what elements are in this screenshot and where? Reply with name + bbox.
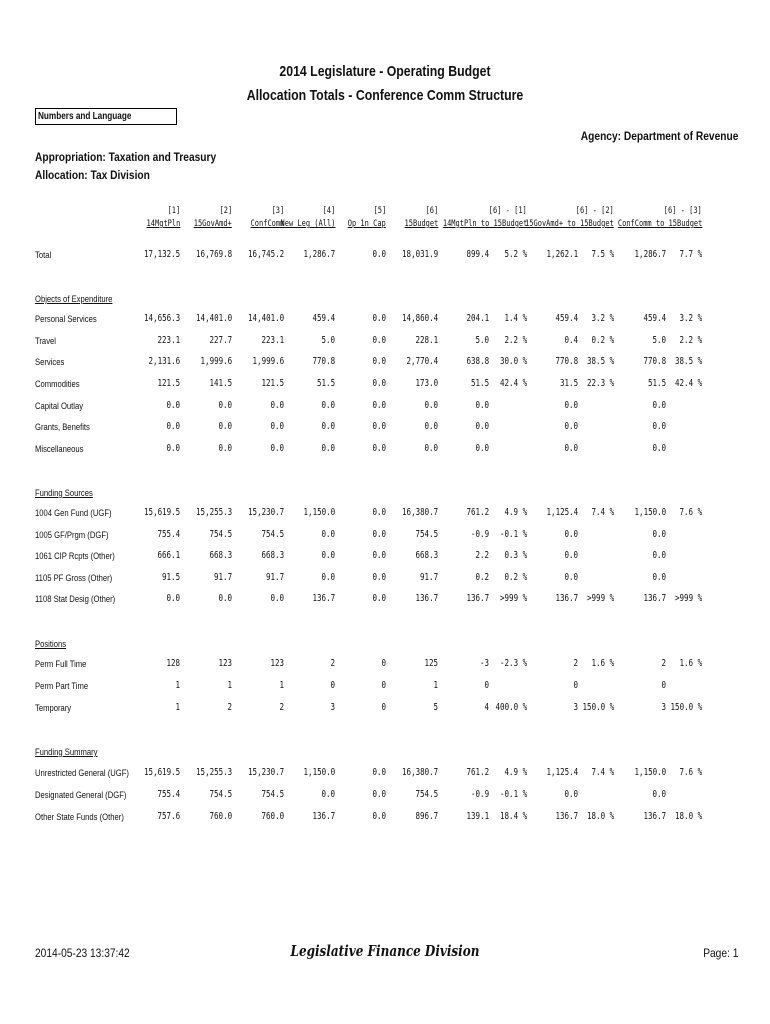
table-cell: 0.0 — [372, 421, 386, 432]
table-cell: 0 — [381, 680, 386, 691]
table-cell: 228.1 — [415, 335, 438, 346]
table-cell: 5.2 % — [504, 249, 527, 260]
table-cell: 0.0 — [475, 400, 489, 411]
table-cell: -0.9 — [470, 529, 489, 540]
table-cell: -3 — [479, 658, 489, 669]
table-cell: 1.6 % — [679, 658, 702, 669]
table-cell: 15,230.7 — [247, 507, 284, 518]
column-header-name: New Leg (All) — [280, 219, 335, 229]
table-cell: 3 — [573, 702, 578, 713]
table-cell: 4 — [484, 702, 489, 713]
table-cell: 0.0 — [652, 529, 666, 540]
table-cell: 0.0 — [652, 789, 666, 800]
table-cell: 1,150.0 — [634, 507, 666, 518]
column-header-number: [5] — [373, 206, 386, 216]
table-cell: 17,132.5 — [143, 249, 180, 260]
table-cell: 0.0 — [475, 421, 489, 432]
table-cell: 0.0 — [218, 443, 232, 454]
row-label: Unrestricted General (UGF) — [35, 768, 129, 778]
column-header-number: [3] — [271, 206, 284, 216]
column-header-name: 14MgtPln — [146, 219, 180, 229]
table-cell: 0.0 — [652, 572, 666, 583]
table-cell: 1,125.4 — [546, 767, 578, 778]
table-cell: 22.3 % — [586, 378, 614, 389]
table-cell: >999 % — [499, 593, 527, 604]
table-cell: 136.7 — [312, 811, 335, 822]
footer-division: Legislative Finance Division — [290, 942, 480, 960]
table-cell: 0.0 — [321, 400, 335, 411]
table-cell: 91.7 — [265, 572, 284, 583]
table-cell: 0.0 — [652, 421, 666, 432]
table-cell: 638.8 — [466, 356, 489, 367]
table-cell: 136.7 — [555, 811, 578, 822]
table-cell: 2 — [330, 658, 335, 669]
table-cell: 7.5 % — [591, 249, 614, 260]
row-label: Total — [35, 250, 52, 260]
table-cell: 7.4 % — [591, 507, 614, 518]
column-header-name: 14MgtPln to 15Budget — [442, 219, 527, 229]
row-label: 1004 Gen Fund (UGF) — [35, 508, 112, 518]
table-cell: 136.7 — [415, 593, 438, 604]
table-cell: 0.0 — [321, 421, 335, 432]
table-cell: 0.2 % — [591, 335, 614, 346]
table-cell: 18.4 % — [499, 811, 527, 822]
table-cell: 0.4 — [564, 335, 578, 346]
agency-label: Agency: Department of Revenue — [580, 129, 738, 143]
row-label: Perm Full Time — [35, 659, 87, 669]
table-cell: 123 — [218, 658, 232, 669]
table-cell: 7.6 % — [679, 767, 702, 778]
table-cell: >999 % — [674, 593, 702, 604]
report-subtitle: Allocation Totals - Conference Comm Structure — [246, 87, 524, 104]
table-cell: 754.5 — [261, 789, 284, 800]
table-cell: 459.4 — [312, 313, 335, 324]
table-cell: 0.0 — [166, 421, 180, 432]
table-cell: 223.1 — [157, 335, 180, 346]
table-cell: 896.7 — [415, 811, 438, 822]
table-cell: 0.0 — [218, 421, 232, 432]
table-cell: 0.0 — [564, 443, 578, 454]
table-cell: 42.4 % — [674, 378, 702, 389]
table-cell: 16,745.2 — [247, 249, 284, 260]
table-cell: 899.4 — [466, 249, 489, 260]
column-header-number: [6] - [2] — [575, 206, 614, 216]
table-cell: 0.0 — [166, 400, 180, 411]
footer-timestamp: 2014-05-23 13:37:42 — [35, 946, 130, 960]
table-cell: 0.0 — [372, 443, 386, 454]
row-label: Capital Outlay — [35, 401, 84, 411]
appropriation-label: Appropriation: Taxation and Treasury — [35, 150, 217, 164]
table-cell: 14,401.0 — [195, 313, 232, 324]
table-cell: 14,656.3 — [143, 313, 180, 324]
table-cell: 0.0 — [372, 789, 386, 800]
table-cell: 0.0 — [166, 443, 180, 454]
table-cell: 4.9 % — [504, 767, 527, 778]
column-header-name: 15Budget — [404, 219, 438, 229]
table-cell: 16,380.7 — [401, 767, 438, 778]
table-cell: 0.0 — [372, 593, 386, 604]
table-cell: 2 — [661, 658, 666, 669]
table-cell: 15,255.3 — [195, 507, 232, 518]
row-label: 1061 CIP Rcpts (Other) — [35, 551, 115, 561]
table-cell: 761.2 — [466, 507, 489, 518]
table-cell: 38.5 % — [674, 356, 702, 367]
table-cell: 7.7 % — [679, 249, 702, 260]
table-cell: 51.5 — [647, 378, 666, 389]
table-cell: 3.2 % — [679, 313, 702, 324]
table-cell: 1 — [279, 680, 284, 691]
table-cell: 0.0 — [218, 400, 232, 411]
table-cell: 0 — [381, 702, 386, 713]
table-cell: 128 — [166, 658, 180, 669]
table-cell: 0.0 — [372, 811, 386, 822]
table-cell: 1 — [433, 680, 438, 691]
row-label: Commodities — [35, 379, 80, 389]
table-cell: 2 — [279, 702, 284, 713]
table-cell: 2 — [227, 702, 232, 713]
table-cell: 1 — [175, 702, 180, 713]
table-cell: 5.0 — [652, 335, 666, 346]
table-cell: 2,131.6 — [148, 356, 180, 367]
table-cell: 1.6 % — [591, 658, 614, 669]
table-cell: 0.0 — [424, 443, 438, 454]
row-label: Personal Services — [35, 314, 97, 324]
column-header-number: [6] - [1] — [488, 206, 527, 216]
column-header-name: Op 1n Cap — [347, 219, 386, 229]
table-cell: 15,619.5 — [143, 507, 180, 518]
section-heading: Positions — [35, 639, 67, 649]
table-cell: 5.0 — [475, 335, 489, 346]
table-cell: 15,230.7 — [247, 767, 284, 778]
table-cell: 91.7 — [419, 572, 438, 583]
row-label: Grants, Benefits — [35, 422, 90, 432]
table-cell: 136.7 — [312, 593, 335, 604]
table-cell: 0.2 — [475, 572, 489, 583]
column-header-name: ConfComm — [250, 219, 284, 229]
table-cell: 0.0 — [321, 529, 335, 540]
table-cell: 0.0 — [372, 767, 386, 778]
table-cell: 770.8 — [555, 356, 578, 367]
table-cell: 0.0 — [321, 789, 335, 800]
table-cell: 0.0 — [372, 356, 386, 367]
table-cell: 668.3 — [415, 550, 438, 561]
section-heading: Funding Summary — [35, 747, 98, 757]
table-cell: 0.0 — [564, 421, 578, 432]
table-cell: 459.4 — [643, 313, 666, 324]
table-cell: 3 — [661, 702, 666, 713]
table-cell: 2.2 % — [679, 335, 702, 346]
table-cell: -0.1 % — [499, 529, 527, 540]
table-cell: 0.0 — [475, 443, 489, 454]
table-cell: 757.6 — [157, 811, 180, 822]
table-cell: 754.5 — [209, 529, 232, 540]
table-cell: 14,401.0 — [247, 313, 284, 324]
row-label: 1005 GF/Prgm (DGF) — [35, 530, 109, 540]
table-cell: 136.7 — [555, 593, 578, 604]
column-header-number: [2] — [219, 206, 232, 216]
table-cell: 0.0 — [424, 400, 438, 411]
table-cell: >999 % — [586, 593, 614, 604]
table-cell: 141.5 — [209, 378, 232, 389]
table-cell: 0.0 — [372, 313, 386, 324]
table-cell: 0 — [381, 658, 386, 669]
table-cell: 754.5 — [209, 789, 232, 800]
table-cell: 18.0 % — [674, 811, 702, 822]
table-cell: 0.0 — [372, 529, 386, 540]
table-cell: 3 — [330, 702, 335, 713]
table-cell: 51.5 — [316, 378, 335, 389]
table-cell: 0.0 — [652, 443, 666, 454]
table-cell: 0.0 — [372, 249, 386, 260]
table-cell: 0.0 — [218, 593, 232, 604]
table-cell: 770.8 — [312, 356, 335, 367]
table-cell: 1,286.7 — [303, 249, 335, 260]
row-label: Temporary — [35, 703, 72, 713]
table-cell: 42.4 % — [499, 378, 527, 389]
column-header-name: 15GovAmd+ to 15Budget — [525, 219, 614, 229]
table-cell: 760.0 — [209, 811, 232, 822]
table-cell: 1 — [175, 680, 180, 691]
table-cell: 0.0 — [270, 443, 284, 454]
allocation-label: Allocation: Tax Division — [35, 168, 150, 182]
table-cell: 0.0 — [372, 572, 386, 583]
report-title: 2014 Legislature - Operating Budget — [279, 63, 491, 80]
table-cell: 121.5 — [261, 378, 284, 389]
table-cell: 0.0 — [424, 421, 438, 432]
table-cell: 761.2 — [466, 767, 489, 778]
table-cell: 666.1 — [157, 550, 180, 561]
row-label: Other State Funds (Other) — [35, 812, 124, 822]
table-cell: -2.3 % — [499, 658, 527, 669]
table-cell: 123 — [270, 658, 284, 669]
table-cell: 0 — [573, 680, 578, 691]
table-cell: 2.2 — [475, 550, 489, 561]
table-cell: 0.0 — [321, 443, 335, 454]
table-cell: 0.2 % — [504, 572, 527, 583]
table-cell: 173.0 — [415, 378, 438, 389]
table-cell: 0.0 — [564, 550, 578, 561]
table-cell: 136.7 — [643, 811, 666, 822]
table-cell: 760.0 — [261, 811, 284, 822]
section-heading: Objects of Expenditure — [35, 294, 113, 304]
table-cell: 0.0 — [270, 400, 284, 411]
table-cell: 15,255.3 — [195, 767, 232, 778]
footer-page-number: Page: 1 — [702, 946, 738, 960]
table-cell: 668.3 — [209, 550, 232, 561]
table-cell: 3.2 % — [591, 313, 614, 324]
table-cell: 755.4 — [157, 529, 180, 540]
table-cell: 18.0 % — [586, 811, 614, 822]
table-cell: 1,150.0 — [303, 767, 335, 778]
table-cell: 5 — [433, 702, 438, 713]
numbers-language-box — [35, 108, 177, 125]
table-cell: 668.3 — [261, 550, 284, 561]
table-cell: 1,999.6 — [252, 356, 284, 367]
table-cell: 0.0 — [372, 550, 386, 561]
row-label: Travel — [35, 336, 56, 346]
table-cell: 0.0 — [372, 507, 386, 518]
column-header-name: ConfComm to 15Budget — [617, 219, 702, 229]
table-cell: 16,380.7 — [401, 507, 438, 518]
column-header-number: [4] — [322, 206, 335, 216]
table-cell: 136.7 — [643, 593, 666, 604]
table-cell: 1,150.0 — [303, 507, 335, 518]
table-cell: 1 — [227, 680, 232, 691]
table-cell: 755.4 — [157, 789, 180, 800]
table-cell: 1,262.1 — [546, 249, 578, 260]
column-header-number: [6] - [3] — [663, 206, 702, 216]
row-label: 1108 Stat Desig (Other) — [35, 594, 116, 604]
table-cell: 2 — [573, 658, 578, 669]
table-cell: 0.0 — [321, 550, 335, 561]
table-cell: 16,769.8 — [195, 249, 232, 260]
table-cell: 91.5 — [161, 572, 180, 583]
table-cell: 139.1 — [466, 811, 489, 822]
table-cell: 1,125.4 — [546, 507, 578, 518]
table-cell: 7.4 % — [591, 767, 614, 778]
row-label: Designated General (DGF) — [35, 790, 127, 800]
table-cell: 0.0 — [372, 378, 386, 389]
table-cell: 0 — [661, 680, 666, 691]
table-cell: 0.0 — [270, 593, 284, 604]
table-cell: 1.4 % — [504, 313, 527, 324]
numbers-language-label: Numbers and Language — [38, 111, 132, 122]
table-cell: 136.7 — [466, 593, 489, 604]
table-cell: 0.0 — [270, 421, 284, 432]
table-cell: 0.0 — [321, 572, 335, 583]
column-header-name: 15GovAmd+ — [193, 219, 232, 229]
table-cell: 770.8 — [643, 356, 666, 367]
table-cell: 0.0 — [372, 400, 386, 411]
table-cell: 125 — [424, 658, 438, 669]
table-cell: 223.1 — [261, 335, 284, 346]
table-cell: 754.5 — [415, 789, 438, 800]
table-cell: 227.7 — [209, 335, 232, 346]
table-cell: 5.0 — [321, 335, 335, 346]
table-cell: 0.0 — [564, 400, 578, 411]
table-cell: 0.0 — [652, 400, 666, 411]
table-cell: 30.0 % — [499, 356, 527, 367]
table-cell: -0.1 % — [499, 789, 527, 800]
table-cell: 150.0 % — [582, 702, 614, 713]
table-cell: 91.7 — [213, 572, 232, 583]
table-cell: 38.5 % — [586, 356, 614, 367]
table-cell: 1,150.0 — [634, 767, 666, 778]
table-cell: 1,999.6 — [200, 356, 232, 367]
table-cell: 121.5 — [157, 378, 180, 389]
row-label: 1105 PF Gross (Other) — [35, 573, 113, 583]
table-cell: 18,031.9 — [401, 249, 438, 260]
row-label: Miscellaneous — [35, 444, 84, 454]
table-cell: 2.2 % — [504, 335, 527, 346]
row-label: Perm Part Time — [35, 681, 89, 691]
table-cell: 0.0 — [652, 550, 666, 561]
table-cell: 2,770.4 — [406, 356, 438, 367]
table-cell: -0.9 — [470, 789, 489, 800]
table-cell: 400.0 % — [495, 702, 527, 713]
table-cell: 754.5 — [415, 529, 438, 540]
table-cell: 1,286.7 — [634, 249, 666, 260]
table-cell: 0 — [484, 680, 489, 691]
row-label: Services — [35, 357, 65, 367]
table-cell: 0.3 % — [504, 550, 527, 561]
table-cell: 15,619.5 — [143, 767, 180, 778]
table-cell: 0.0 — [564, 789, 578, 800]
table-cell: 0.0 — [372, 335, 386, 346]
section-heading: Funding Sources — [35, 488, 93, 498]
table-cell: 754.5 — [261, 529, 284, 540]
column-header-number: [6] — [425, 206, 438, 216]
table-cell: 0.0 — [564, 572, 578, 583]
table-cell: 0.0 — [166, 593, 180, 604]
table-cell: 204.1 — [466, 313, 489, 324]
table-cell: 7.6 % — [679, 507, 702, 518]
table-cell: 31.5 — [559, 378, 578, 389]
table-cell: 459.4 — [555, 313, 578, 324]
table-cell: 51.5 — [470, 378, 489, 389]
table-cell: 14,860.4 — [401, 313, 438, 324]
table-cell: 4.9 % — [504, 507, 527, 518]
table-cell: 0 — [330, 680, 335, 691]
table-cell: 150.0 % — [670, 702, 702, 713]
table-cell: 0.0 — [564, 529, 578, 540]
column-header-number: [1] — [167, 206, 180, 216]
